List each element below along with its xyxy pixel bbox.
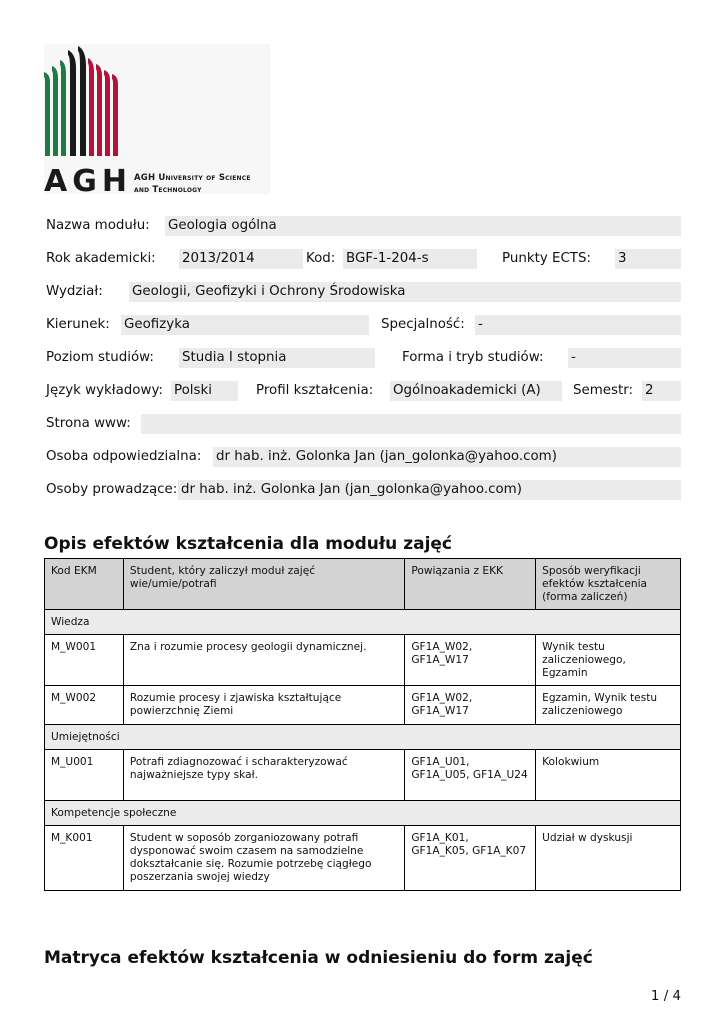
kierunek-label: Kierunek: <box>46 317 110 332</box>
wydzial-label: Wydział: <box>46 284 103 299</box>
wydzial-value: Geologii, Geofizyki i Ochrony Środowiska <box>129 282 681 302</box>
table-cell: Potrafi zdiagnozować i scharakteryzować najważniejsze typy skał. <box>123 750 404 801</box>
table-cell: Egzamin, Wynik testu zaliczeniowego <box>536 686 681 725</box>
semestr-label: Semestr: <box>573 383 634 398</box>
section-row-kompetencje <box>45 801 681 826</box>
table-cell: M_W002 <box>45 686 124 725</box>
forma-label: Forma i tryb studiów: <box>402 350 544 365</box>
jezyk-value: Polski <box>171 381 238 401</box>
section-row-umiejetnosci <box>45 725 681 750</box>
table-cell: Kolokwium <box>536 750 681 801</box>
effects-table <box>44 558 681 891</box>
table-cell: Rozumie procesy i zjawiska kształtujące powierzchnię Ziemi <box>123 686 404 725</box>
table-row <box>45 826 681 891</box>
rok-label: Rok akademicki: <box>46 251 156 266</box>
table-row <box>45 635 681 686</box>
table-row <box>45 750 681 801</box>
table-cell: M_W001 <box>45 635 124 686</box>
ects-label: Punkty ECTS: <box>502 251 592 266</box>
table-cell: GF1A_W02, GF1A_W17 <box>405 635 536 686</box>
table-row <box>45 686 681 725</box>
semestr-value: 2 <box>642 381 681 401</box>
header-cell: Powiązania z EKK <box>405 559 536 610</box>
section-title-opis: Opis efektów kształcenia dla modułu zajęć <box>44 534 453 554</box>
agh-logo-mark-icon <box>44 44 270 164</box>
section-title-matryca: Matryca efektów kształcenia w odniesieniu do form zajęć <box>44 948 593 968</box>
table-cell: M_U001 <box>45 750 124 801</box>
section-label: Umiejętności <box>45 725 681 750</box>
jezyk-label: Język wykładowy: <box>46 383 163 398</box>
table-header-row <box>45 559 681 610</box>
table-cell: Student w soposób zorganiozowany potrafi dysponować swoim czasem na samodzielne dokształcanie się. Rozumie potrzebę ciągłego poszerzania swojej wiedzy <box>123 826 404 891</box>
profil-label: Profil kształcenia: <box>256 383 374 398</box>
specjalnosc-label: Specjalność: <box>381 317 465 332</box>
prowadzace-value: dr hab. inż. Golonka Jan (jan_golonka@yahoo.com) <box>178 480 681 500</box>
nazwa-label: Nazwa modułu: <box>46 218 150 233</box>
page-number: 1 / 4 <box>650 989 681 1004</box>
table-cell: Udział w dyskusji <box>536 826 681 891</box>
www-value <box>141 414 681 434</box>
table-cell: Zna i rozumie procesy geologii dynamicznej. <box>123 635 404 686</box>
poziom-value: Studia I stopnia <box>179 348 375 368</box>
table-cell: M_K001 <box>45 826 124 891</box>
section-label: Wiedza <box>45 610 681 635</box>
profil-value: Ogólnoakademicki (A) <box>390 381 562 401</box>
odpowiedzialna-label: Osoba odpowiedzialna: <box>46 449 202 464</box>
specjalnosc-value: - <box>475 315 681 335</box>
header-cell: Sposób weryfikacji efektów kształcenia (forma zaliczeń) <box>536 559 681 610</box>
poziom-label: Poziom studiów: <box>46 350 154 365</box>
kod-label: Kod: <box>306 251 336 266</box>
agh-letters: AGH <box>44 164 132 199</box>
section-row-wiedza <box>45 610 681 635</box>
header-cell: Kod EKM <box>45 559 124 610</box>
table-cell: GF1A_U01, GF1A_U05, GF1A_U24 <box>405 750 536 801</box>
table-cell: GF1A_K01, GF1A_K05, GF1A_K07 <box>405 826 536 891</box>
table-cell: Wynik testu zaliczeniowego, Egzamin <box>536 635 681 686</box>
odpowiedzialna-value: dr hab. inż. Golonka Jan (jan_golonka@yahoo.com) <box>213 447 681 467</box>
prowadzace-label: Osoby prowadzące: <box>46 482 178 497</box>
ects-value: 3 <box>615 249 681 269</box>
www-label: Strona www: <box>46 416 131 431</box>
agh-logo <box>44 44 270 199</box>
nazwa-value: Geologia ogólna <box>165 216 681 236</box>
table-cell: GF1A_W02, GF1A_W17 <box>405 686 536 725</box>
section-label: Kompetencje społeczne <box>45 801 681 826</box>
kierunek-value: Geofizyka <box>121 315 369 335</box>
header-cell: Student, który zaliczył moduł zajęć wie/umie/potrafi <box>123 559 404 610</box>
agh-university-name: AGH University of Science and Technology <box>134 173 251 195</box>
kod-value: BGF-1-204-s <box>343 249 477 269</box>
forma-value: - <box>568 348 681 368</box>
rok-value: 2013/2014 <box>179 249 303 269</box>
